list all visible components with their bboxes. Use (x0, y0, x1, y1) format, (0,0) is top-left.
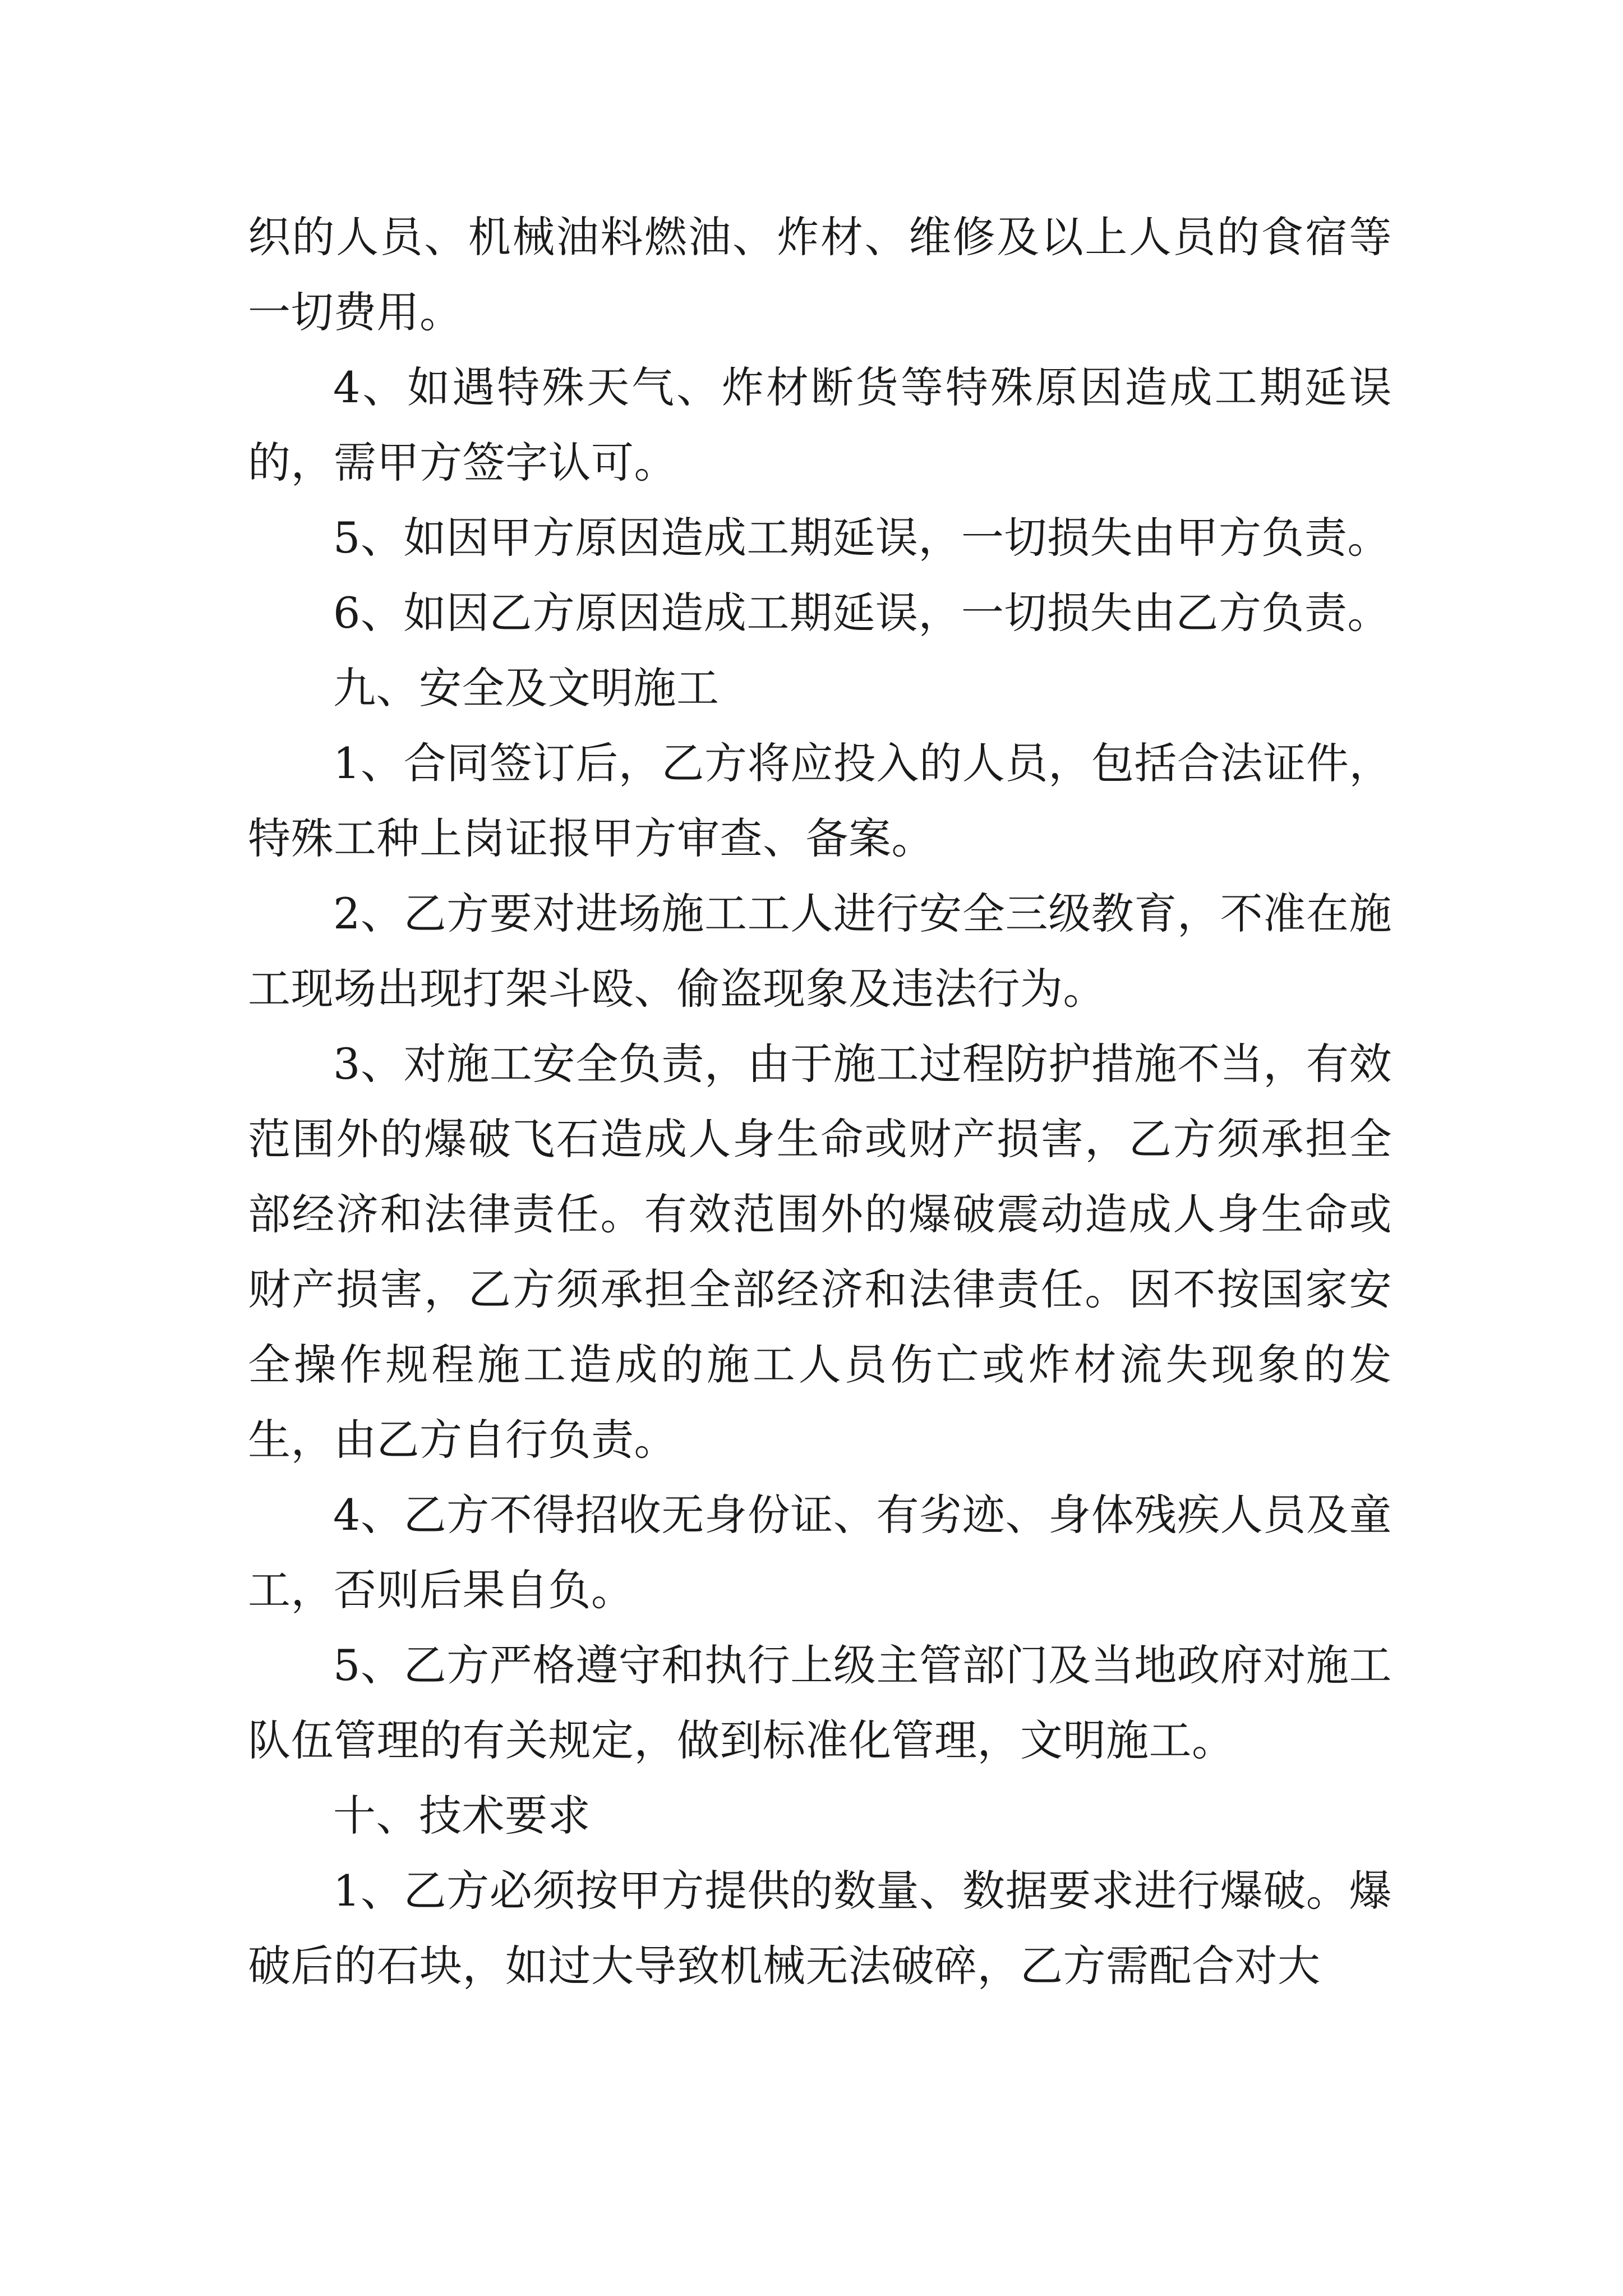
paragraph-clause-10-1: 1、乙方必须按甲方提供的数量、数据要求进行爆破。爆破后的石块，如过大导致机械无法破碎，乙方需配合对大 (248, 1866, 1392, 1991)
section-heading-9: 九、安全及文明施工 (333, 663, 720, 713)
paragraph-continuation: 织的人员、机械油料燃油、炸材、维修及以上人员的食宿等一切费用。 (248, 212, 1392, 337)
paragraph-clause-8-4: 4、如遇特殊天气、炸材断货等特殊原因造成工期延误的，需甲方签字认可。 (248, 362, 1392, 487)
section-heading-10: 十、技术要求 (333, 1791, 591, 1841)
paragraph-clause-9-3: 3、对施工安全负责，由于施工过程防护措施不当，有效范围外的爆破飞石造成人身生命或财产损害，乙方须承担全部经济和法律责任。有效范围外的爆破震动造成人身生命或财产损害，乙方须承担全部经济和法律责任。因不按国家安全操作规程施工造成的施工人员伤亡或炸材流失现象的发生，由乙方自行负责。 (248, 1039, 1392, 1465)
document-body (248, 200, 1392, 2004)
paragraph-clause-8-6: 6、如因乙方原因造成工期延误，一切损失由乙方负责。 (333, 588, 1390, 638)
paragraph-clause-9-2: 2、乙方要对进场施工工人进行安全三级教育，不准在施工现场出现打架斗殴、偷盗现象及违法行为。 (248, 889, 1392, 1014)
paragraph-clause-9-5: 5、乙方严格遵守和执行上级主管部门及当地政府对施工队伍管理的有关规定，做到标准化管理，文明施工。 (248, 1640, 1392, 1765)
paragraph-clause-9-4: 4、乙方不得招收无身份证、有劣迹、身体残疾人员及童工，否则后果自负。 (248, 1490, 1392, 1615)
paragraph-clause-8-5: 5、如因甲方原因造成工期延误，一切损失由甲方负责。 (333, 513, 1390, 563)
paragraph-clause-9-1: 1、合同签订后，乙方将应投入的人员，包括合法证件，特殊工种上岗证报甲方审查、备案。 (248, 738, 1392, 863)
